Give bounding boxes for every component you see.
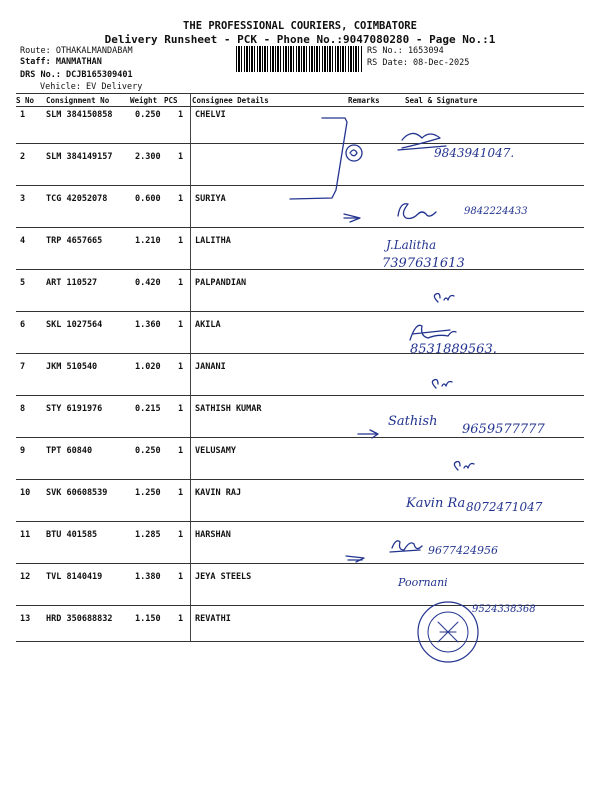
- vehicle-label: Vehicle: EV Delivery: [40, 82, 143, 92]
- row-rule: [16, 521, 584, 522]
- row-consignee: CHELVI: [195, 110, 226, 120]
- row-rule: [16, 311, 584, 312]
- row-rule: [16, 353, 584, 354]
- row-sno: 5: [20, 278, 26, 288]
- row-pcs: 1: [178, 362, 184, 372]
- handwritten-name: J.Lalitha: [386, 238, 437, 252]
- runsheet-subtitle: Delivery Runsheet - PCK - Phone No.:9047080280 - Page No.:1: [104, 33, 496, 46]
- row-rule: [16, 227, 584, 228]
- row-weight: 0.215: [135, 404, 161, 414]
- row-sno: 11: [20, 530, 31, 540]
- row-pcs: 1: [178, 110, 184, 120]
- row-sno: 1: [20, 110, 26, 120]
- handwritten-name: Sathish: [388, 414, 438, 429]
- row-consignment: JKM 510540: [46, 362, 98, 372]
- row-consignee: HARSHAN: [195, 530, 231, 540]
- col-consignment-header: Consignment No: [46, 96, 110, 105]
- row-pcs: 1: [178, 404, 184, 414]
- row-pcs: 1: [178, 236, 184, 246]
- row-pcs: 1: [178, 278, 184, 288]
- row-pcs: 1: [178, 614, 184, 624]
- route-label: Route: OTHAKALMANDABAM: [20, 46, 133, 56]
- row-consignee: KAVIN RAJ: [195, 488, 242, 498]
- row-sno: 7: [20, 362, 26, 372]
- row-rule: [16, 563, 584, 564]
- col-weight-header: Weight: [130, 96, 158, 105]
- row-weight: 0.600: [135, 194, 161, 204]
- row-weight: 1.360: [135, 320, 161, 330]
- row-consignment: TRP 4657665: [46, 236, 103, 246]
- row-consignment: SLM 384149157: [46, 152, 113, 162]
- row-consignee: SATHISH KUMAR: [195, 404, 262, 414]
- row-pcs: 1: [178, 530, 184, 540]
- row-rule: [16, 479, 584, 480]
- table-row: [0, 614, 600, 656]
- header-bottom-rule: [16, 106, 584, 107]
- row-consignee: VELUSAMY: [195, 446, 236, 456]
- col-sno-header: S No: [16, 96, 35, 105]
- row-sno: 10: [20, 488, 31, 498]
- row-consignee: JANANI: [195, 362, 226, 372]
- row-pcs: 1: [178, 572, 184, 582]
- table-bottom-rule: [16, 641, 584, 642]
- row-weight: 1.380: [135, 572, 161, 582]
- row-consignee: AKILA: [195, 320, 221, 330]
- row-rule: [16, 185, 584, 186]
- row-weight: 1.020: [135, 362, 161, 372]
- row-pcs: 1: [178, 152, 184, 162]
- row-consignment: TCG 42052078: [46, 194, 108, 204]
- row-weight: 2.300: [135, 152, 161, 162]
- staff-label: Staff: MANMATHAN: [20, 57, 102, 67]
- handwritten-phone: 9842224433: [464, 206, 528, 217]
- drs-number: DRS No.: DCJB165309401: [20, 70, 133, 80]
- row-consignment: SKL 1027564: [46, 320, 103, 330]
- col-remarks-header: Remarks: [348, 96, 380, 105]
- handwritten-name: Poornani: [398, 576, 448, 589]
- row-consignee: PALPANDIAN: [195, 278, 247, 288]
- barcode: [236, 46, 363, 72]
- row-pcs: 1: [178, 488, 184, 498]
- row-consignment: SVK 60608539: [46, 488, 108, 498]
- row-consignee: JEYA STEELS: [195, 572, 252, 582]
- row-consignee: SURIYA: [195, 194, 226, 204]
- row-weight: 0.420: [135, 278, 161, 288]
- row-sno: 4: [20, 236, 26, 246]
- handwritten-phone: 8072471047: [466, 500, 543, 514]
- row-rule: [16, 395, 584, 396]
- row-sno: 3: [20, 194, 26, 204]
- row-rule: [16, 437, 584, 438]
- col-consignee-header: Consignee Details: [192, 96, 269, 105]
- table-row: [0, 236, 600, 278]
- row-consignment: HRD 350688832: [46, 614, 113, 624]
- row-pcs: 1: [178, 446, 184, 456]
- handwritten-phone: 8531889563.: [410, 342, 497, 357]
- handwritten-phone: 9659577777: [462, 422, 545, 437]
- table-row: [0, 320, 600, 362]
- row-weight: 0.250: [135, 446, 161, 456]
- row-consignee: REVATHI: [195, 614, 231, 624]
- row-consignment: STY 6191976: [46, 404, 103, 414]
- table-row: [0, 530, 600, 572]
- row-weight: 1.210: [135, 236, 161, 246]
- row-weight: 1.285: [135, 530, 161, 540]
- col-seal-header: Seal & Signature: [405, 96, 478, 105]
- rs-number: RS No.: 1653094: [367, 46, 444, 56]
- rs-date: RS Date: 08-Dec-2025: [367, 58, 470, 68]
- company-title: THE PROFESSIONAL COURIERS, COIMBATORE: [183, 20, 417, 32]
- handwritten-phone: 9524338368: [472, 604, 536, 615]
- handwritten-phone: 7397631613: [382, 256, 465, 271]
- row-consignment: BTU 401585: [46, 530, 98, 540]
- table-row: [0, 278, 600, 320]
- row-consignee: LALITHA: [195, 236, 231, 246]
- row-sno: 9: [20, 446, 26, 456]
- handwritten-phone: 9843941047.: [434, 146, 515, 160]
- row-weight: 0.250: [135, 110, 161, 120]
- row-sno: 13: [20, 614, 31, 624]
- row-sno: 2: [20, 152, 26, 162]
- col-pcs-header: PCS: [164, 96, 178, 105]
- table-row: [0, 446, 600, 488]
- table-row: [0, 362, 600, 404]
- handwritten-name: Kavin Ra: [406, 496, 466, 511]
- row-weight: 1.250: [135, 488, 161, 498]
- header-top-rule: [16, 93, 584, 94]
- row-consignment: TPT 60840: [46, 446, 93, 456]
- row-consignment: SLM 384150858: [46, 110, 113, 120]
- row-consignment: ART 110527: [46, 278, 98, 288]
- row-consignment: TVL 8140419: [46, 572, 103, 582]
- row-pcs: 1: [178, 320, 184, 330]
- row-sno: 12: [20, 572, 31, 582]
- row-rule: [16, 269, 584, 270]
- row-sno: 6: [20, 320, 26, 330]
- row-pcs: 1: [178, 194, 184, 204]
- row-sno: 8: [20, 404, 26, 414]
- handwritten-phone: 9677424956: [428, 544, 498, 557]
- row-rule: [16, 143, 584, 144]
- row-weight: 1.150: [135, 614, 161, 624]
